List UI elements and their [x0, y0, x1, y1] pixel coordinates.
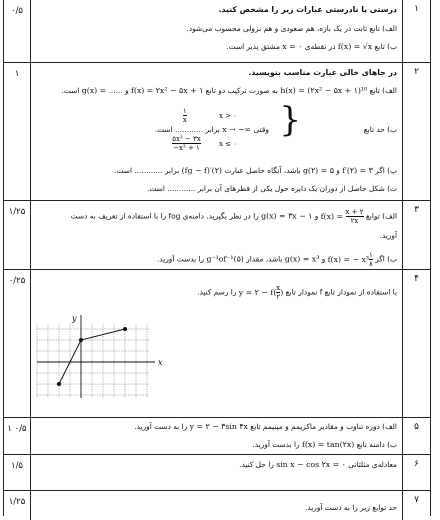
part-b: ب) اگر f(x) = − x³ $\frac{۱}{۸}$ و g(x) = x³ باشد، مقدار g⁻¹of⁻¹(۵) را بدست آورید.	[156, 251, 397, 268]
question-text: حد توابع زیر را به دست آورید.	[304, 503, 397, 512]
question-score: ۱/۲۵	[4, 201, 31, 269]
y-axis-label: y	[72, 314, 77, 323]
question-row-6	[4, 454, 430, 490]
part-a: الف) تابع ثابت در یک بازه، هم صعودی و هم نزولی محسوب می‌شود.	[186, 24, 397, 33]
part-a-continued: آورید.	[379, 231, 397, 240]
question-title: درستی یا نادرستی عبارات زیر را مشخص کنید.	[218, 5, 397, 14]
part-d: ت) شکل حاصل از دوران یک دایره حول یکی از قطرهای آن برابر ............ است.	[147, 184, 397, 193]
question-number: ۳	[402, 201, 430, 269]
part-b: ب) دامنه تابع f(x) = tan(۲x) را بدست آورید.	[252, 440, 397, 449]
question-score: ۰/۵	[4, 0, 31, 62]
question-row-3	[4, 200, 430, 269]
question-title: در جاهای خالی عبارت مناسب بنویسید.	[248, 68, 397, 77]
graph-point	[57, 382, 61, 386]
question-text: با استفاده از نمودار تابع f نمودار تابع y = ۲ − f( $\frac{x}{۲}$ ) را رسم کنید.	[197, 284, 397, 301]
part-b: ب) حد تابع وقتی x → −∞ برابر ............ است.	[154, 125, 397, 134]
question-score: ۰/۲۵	[4, 270, 31, 417]
question-number: ۱	[402, 0, 430, 62]
part-a: الف) دوره تناوب و مقادیر ماکزیمم و مینیمم تابع y = ۲ − ۳sin ۴x را به دست آورید.	[134, 422, 397, 431]
part-c: پ) اگر f′(۲) = ۳ و g(۲) = ۵ باشد، آنگاه حاصل عبارت (fg − f)′(۲) برابر ............ است.	[114, 166, 397, 175]
question-row-4	[4, 269, 430, 417]
exam-sheet	[3, 0, 431, 516]
x-axis-label: x	[158, 358, 163, 367]
question-row-2	[4, 62, 430, 200]
question-number: ۵	[402, 418, 430, 454]
question-score: ۱/۲۵	[4, 491, 31, 520]
piecewise-brace: {	[279, 100, 301, 140]
question-score: ۱/۵	[4, 455, 31, 490]
graph-point	[123, 327, 127, 331]
part-a: الف) توابع f(x) = $\frac{x + ۲}{۲x}$ و g(x) = ۳x − ۱ را در نظر بگیرید. دامنه‌ی fog را با استفاده از تعریف به دست	[70, 208, 397, 225]
function-curve	[59, 329, 125, 384]
question-score: ۱ ۰/۵	[4, 418, 31, 454]
function-graph	[37, 312, 162, 400]
question-number: ۷	[402, 491, 430, 520]
piecewise-case-1: $\frac{۱}{x}$ x > ۰	[182, 107, 237, 124]
question-row-5	[4, 417, 430, 454]
question-number: ۶	[402, 455, 430, 490]
question-row-7	[4, 490, 430, 520]
question-score: ۱	[4, 63, 31, 200]
part-b: ب) تابع f(x) = √x در نقطه‌ی x = ۰ مشتق پذیر است.	[226, 42, 397, 51]
question-number: ۲	[402, 63, 430, 200]
question-row-1	[4, 0, 430, 62]
part-a: الف) تابع h(x) = (۲x² − ۵x + ۱)¹⁰ به صورت ترکیب دو تابع f(x) = ۲x² − ۵x + ۱ و ...... g(x) = است.	[61, 86, 397, 95]
graph-point	[79, 338, 83, 342]
piecewise-case-2: $\frac{\text{۵x³ − ۳x}}{\text{−x³ + ۱}}$ x ≤ ۰	[172, 135, 237, 152]
question-number: ۴	[402, 270, 430, 417]
question-text: معادله‌ی مثلثاتی sin x − cos ۲x = ۰ را حل کنید.	[239, 460, 397, 469]
